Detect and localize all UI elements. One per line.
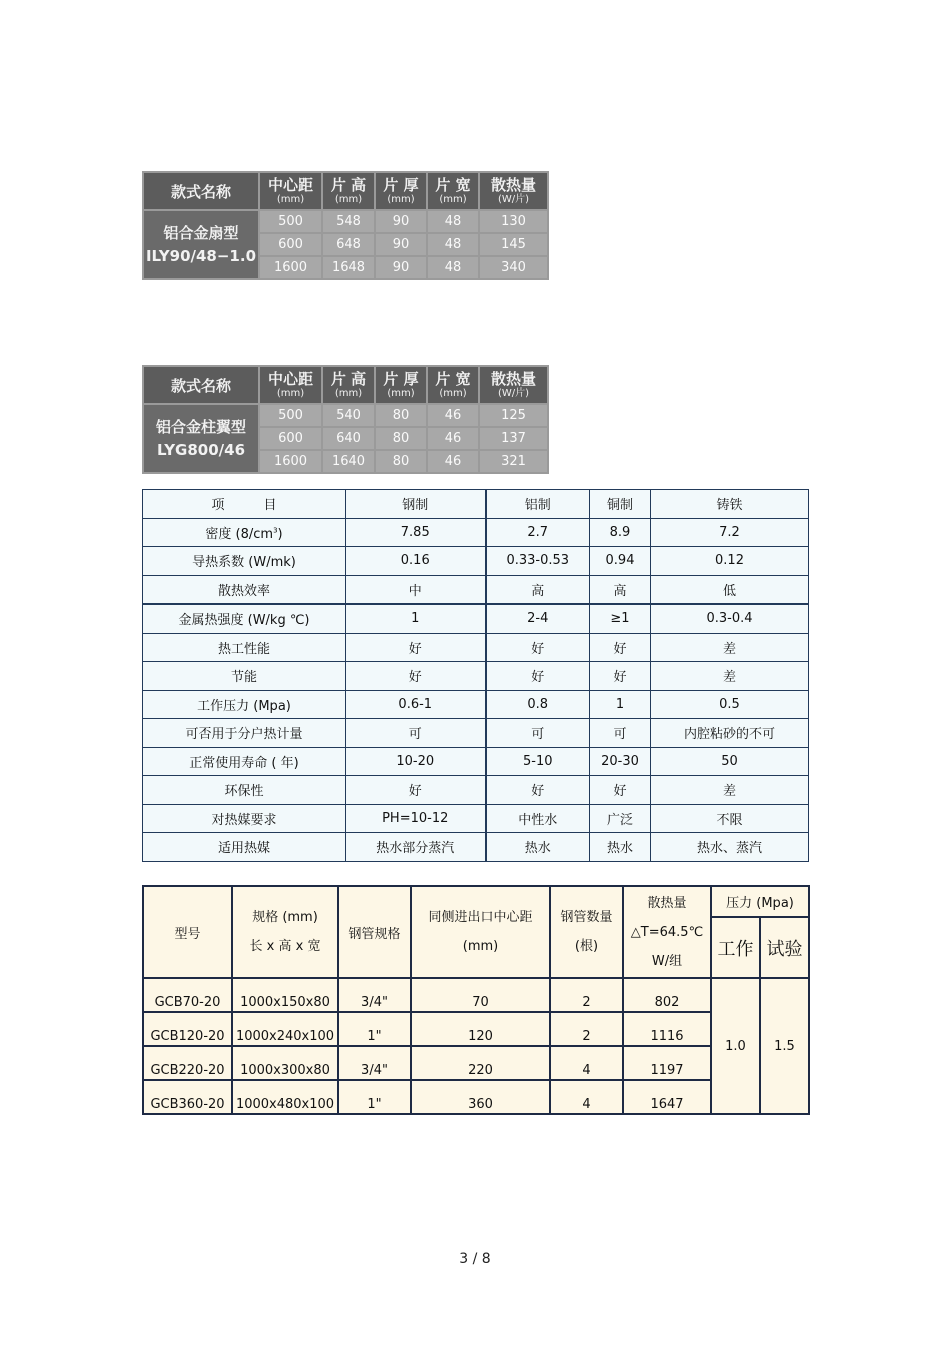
- cell: GCB220-20: [143, 1046, 232, 1080]
- header-heat-output: 散热量 (W/片): [479, 172, 548, 210]
- cell: 48: [427, 210, 479, 233]
- header-item: 项 目: [143, 490, 346, 519]
- cell: 好: [590, 776, 651, 805]
- cell: 220: [411, 1046, 550, 1080]
- cell: 1000x300x80: [232, 1046, 338, 1080]
- cell: 中: [346, 575, 486, 604]
- row-label: 导热系数 (W/mk): [143, 547, 346, 576]
- cell: 热水: [590, 833, 651, 862]
- cell: 0.12: [651, 547, 809, 576]
- table-row: [143, 833, 809, 862]
- header-pipe-count: 钢管数量 (根): [550, 886, 623, 978]
- cell: 340: [479, 256, 548, 279]
- header-working-pressure: 工作: [711, 917, 760, 978]
- cell: 1: [346, 604, 486, 633]
- table-row: [143, 690, 809, 719]
- cell: PH=10-12: [346, 804, 486, 833]
- row-label: 适用热媒: [143, 833, 346, 862]
- cell: 600: [259, 427, 322, 450]
- test-pressure-value: 1.5: [760, 978, 809, 1114]
- cell: 80: [375, 450, 427, 473]
- cell: 高: [486, 575, 590, 604]
- cell: 0.16: [346, 547, 486, 576]
- table-row: [143, 1012, 809, 1046]
- model-code: LYG800/46: [156, 440, 246, 459]
- cell: 内腔粘砂的不可: [651, 719, 809, 748]
- cell: 360: [411, 1080, 550, 1114]
- cell: 20-30: [590, 747, 651, 776]
- header-width: 片 宽 (mm): [427, 172, 479, 210]
- cell: GCB120-20: [143, 1012, 232, 1046]
- cell: 不限: [651, 804, 809, 833]
- cell: 640: [322, 427, 375, 450]
- cell: 2: [550, 978, 623, 1012]
- cell: 1600: [259, 256, 322, 279]
- model-name-cell: [143, 404, 259, 473]
- cell: 10-20: [346, 747, 486, 776]
- cell: 好: [346, 633, 486, 662]
- cell: 好: [486, 633, 590, 662]
- header-steel: 钢制: [346, 490, 486, 519]
- cell: 46: [427, 450, 479, 473]
- cell: 1: [590, 690, 651, 719]
- header-pressure: 压力 (Mpa): [711, 886, 809, 917]
- cell: 1000x240x100: [232, 1012, 338, 1046]
- header-height: 片 高 (mm): [322, 172, 375, 210]
- row-label: 环保性: [143, 776, 346, 805]
- header-width: 片 宽 (mm): [427, 366, 479, 404]
- table-row: [143, 804, 809, 833]
- gcb-radiator-table: [142, 885, 810, 1115]
- model-name: 铝合金扇型: [163, 223, 239, 242]
- cell: 1116: [623, 1012, 711, 1046]
- cell: 1600: [259, 450, 322, 473]
- cell: GCB360-20: [143, 1080, 232, 1114]
- cell: 好: [590, 633, 651, 662]
- spec-table-fan-type: [142, 171, 549, 280]
- row-label: 节能: [143, 662, 346, 691]
- cell: 1648: [322, 256, 375, 279]
- cell: 热水部分蒸汽: [346, 833, 486, 862]
- cell: 1640: [322, 450, 375, 473]
- cell: 4: [550, 1046, 623, 1080]
- header-cast-iron: 铸铁: [651, 490, 809, 519]
- table-row: [143, 575, 809, 604]
- cell: 0.3-0.4: [651, 604, 809, 633]
- cell: 2: [550, 1012, 623, 1046]
- cell: 7.2: [651, 518, 809, 547]
- cell: 90: [375, 210, 427, 233]
- header-center-distance: 中心距 (mm): [259, 172, 322, 210]
- cell: 0.94: [590, 547, 651, 576]
- cell: 0.5: [651, 690, 809, 719]
- cell: 热水、蒸汽: [651, 833, 809, 862]
- cell: 0.6-1: [346, 690, 486, 719]
- header-heat-output: 散热量 △T=64.5℃ W/组: [623, 886, 711, 978]
- row-label: 正常使用寿命 ( 年): [143, 747, 346, 776]
- header-model: 型号: [143, 886, 232, 978]
- cell: 好: [346, 776, 486, 805]
- header-pipe-spec: 钢管规格: [338, 886, 411, 978]
- table-row: [143, 1046, 809, 1080]
- material-comparison-table: [142, 489, 809, 862]
- cell: 648: [322, 233, 375, 256]
- spec-header-row: [143, 172, 548, 210]
- table-row: [143, 1080, 809, 1114]
- cell: 50: [651, 747, 809, 776]
- cell: 0.33-0.53: [486, 547, 590, 576]
- table-row: [143, 518, 809, 547]
- cell: ≥1: [590, 604, 651, 633]
- cell: 1": [338, 1080, 411, 1114]
- row-label: 散热效率: [143, 575, 346, 604]
- cell: 70: [411, 978, 550, 1012]
- cell: 145: [479, 233, 548, 256]
- cell: 48: [427, 233, 479, 256]
- table-row: [143, 719, 809, 748]
- header-spec: 规格 (mm) 长 x 高 x 宽: [232, 886, 338, 978]
- cell: 好: [486, 776, 590, 805]
- row-label: 金属热强度 (W/kg ℃): [143, 604, 346, 633]
- cell: 1000x480x100: [232, 1080, 338, 1114]
- row-label: 热工性能: [143, 633, 346, 662]
- density-label: 密度 $(8/cm^3)$: [143, 518, 346, 547]
- header-center-distance: 中心距 (mm): [259, 366, 322, 404]
- comparison-header-row: [143, 490, 809, 519]
- header-thickness: 片 厚 (mm): [375, 366, 427, 404]
- table-row: [143, 210, 548, 233]
- model-code: ILY90/48−1.0: [145, 246, 257, 265]
- cell: 80: [375, 427, 427, 450]
- cell: 8.9: [590, 518, 651, 547]
- cell: 90: [375, 233, 427, 256]
- cell: 高: [590, 575, 651, 604]
- table-row: [143, 978, 809, 1012]
- cell: 130: [479, 210, 548, 233]
- header-center-distance: 同侧进出口中心距 (mm): [411, 886, 550, 978]
- header-copper: 铜制: [590, 490, 651, 519]
- cell: 5-10: [486, 747, 590, 776]
- cell: 2.7: [486, 518, 590, 547]
- cell: 137: [479, 427, 548, 450]
- cell: 1647: [623, 1080, 711, 1114]
- cell: 2-4: [486, 604, 590, 633]
- header-aluminum: 铝制: [486, 490, 590, 519]
- table-row: [143, 776, 809, 805]
- table-row: [143, 633, 809, 662]
- header-test-pressure: 试验: [760, 917, 809, 978]
- cell: 中性水: [486, 804, 590, 833]
- gcb-header-row: [143, 886, 809, 917]
- header-heat-output: 散热量 (W/片): [479, 366, 548, 404]
- spec-table-column-wing-type: [142, 365, 549, 474]
- cell: 548: [322, 210, 375, 233]
- cell: 600: [259, 233, 322, 256]
- cell: 好: [590, 662, 651, 691]
- row-label: 可否用于分户热计量: [143, 719, 346, 748]
- cell: 802: [623, 978, 711, 1012]
- cell: 1197: [623, 1046, 711, 1080]
- cell: 500: [259, 404, 322, 427]
- cell: 1000x150x80: [232, 978, 338, 1012]
- row-label: 工作压力 (Mpa): [143, 690, 346, 719]
- cell: GCB70-20: [143, 978, 232, 1012]
- working-pressure-value: 1.0: [711, 978, 760, 1114]
- cell: 差: [651, 633, 809, 662]
- header-height: 片 高 (mm): [322, 366, 375, 404]
- cell: 可: [590, 719, 651, 748]
- model-name: 铝合金柱翼型: [155, 417, 246, 436]
- header-style-name: 款式名称: [143, 172, 259, 210]
- table-row: [143, 547, 809, 576]
- header-style-name: 款式名称: [143, 366, 259, 404]
- spec-header-row: [143, 366, 548, 404]
- cell: 500: [259, 210, 322, 233]
- table-row: [143, 662, 809, 691]
- cell: 4: [550, 1080, 623, 1114]
- cell: 好: [346, 662, 486, 691]
- page-number: 3 / 8: [459, 1251, 491, 1267]
- cell: 3/4": [338, 1046, 411, 1080]
- cell: 46: [427, 427, 479, 450]
- cell: 90: [375, 256, 427, 279]
- cell: 0.8: [486, 690, 590, 719]
- table-row: [143, 747, 809, 776]
- cell: 广泛: [590, 804, 651, 833]
- table-row: [143, 404, 548, 427]
- cell: 540: [322, 404, 375, 427]
- table-row: [143, 604, 809, 633]
- cell: 120: [411, 1012, 550, 1046]
- header-thickness: 片 厚 (mm): [375, 172, 427, 210]
- cell: 48: [427, 256, 479, 279]
- cell: 1": [338, 1012, 411, 1046]
- cell: 321: [479, 450, 548, 473]
- cell: 可: [346, 719, 486, 748]
- cell: 热水: [486, 833, 590, 862]
- cell: 好: [486, 662, 590, 691]
- cell: 125: [479, 404, 548, 427]
- cell: 差: [651, 662, 809, 691]
- cell: 差: [651, 776, 809, 805]
- cell: 46: [427, 404, 479, 427]
- cell: 3/4": [338, 978, 411, 1012]
- row-label: 对热媒要求: [143, 804, 346, 833]
- cell: 低: [651, 575, 809, 604]
- cell: 7.85: [346, 518, 486, 547]
- cell: 可: [486, 719, 590, 748]
- model-name-cell: [143, 210, 259, 279]
- cell: 80: [375, 404, 427, 427]
